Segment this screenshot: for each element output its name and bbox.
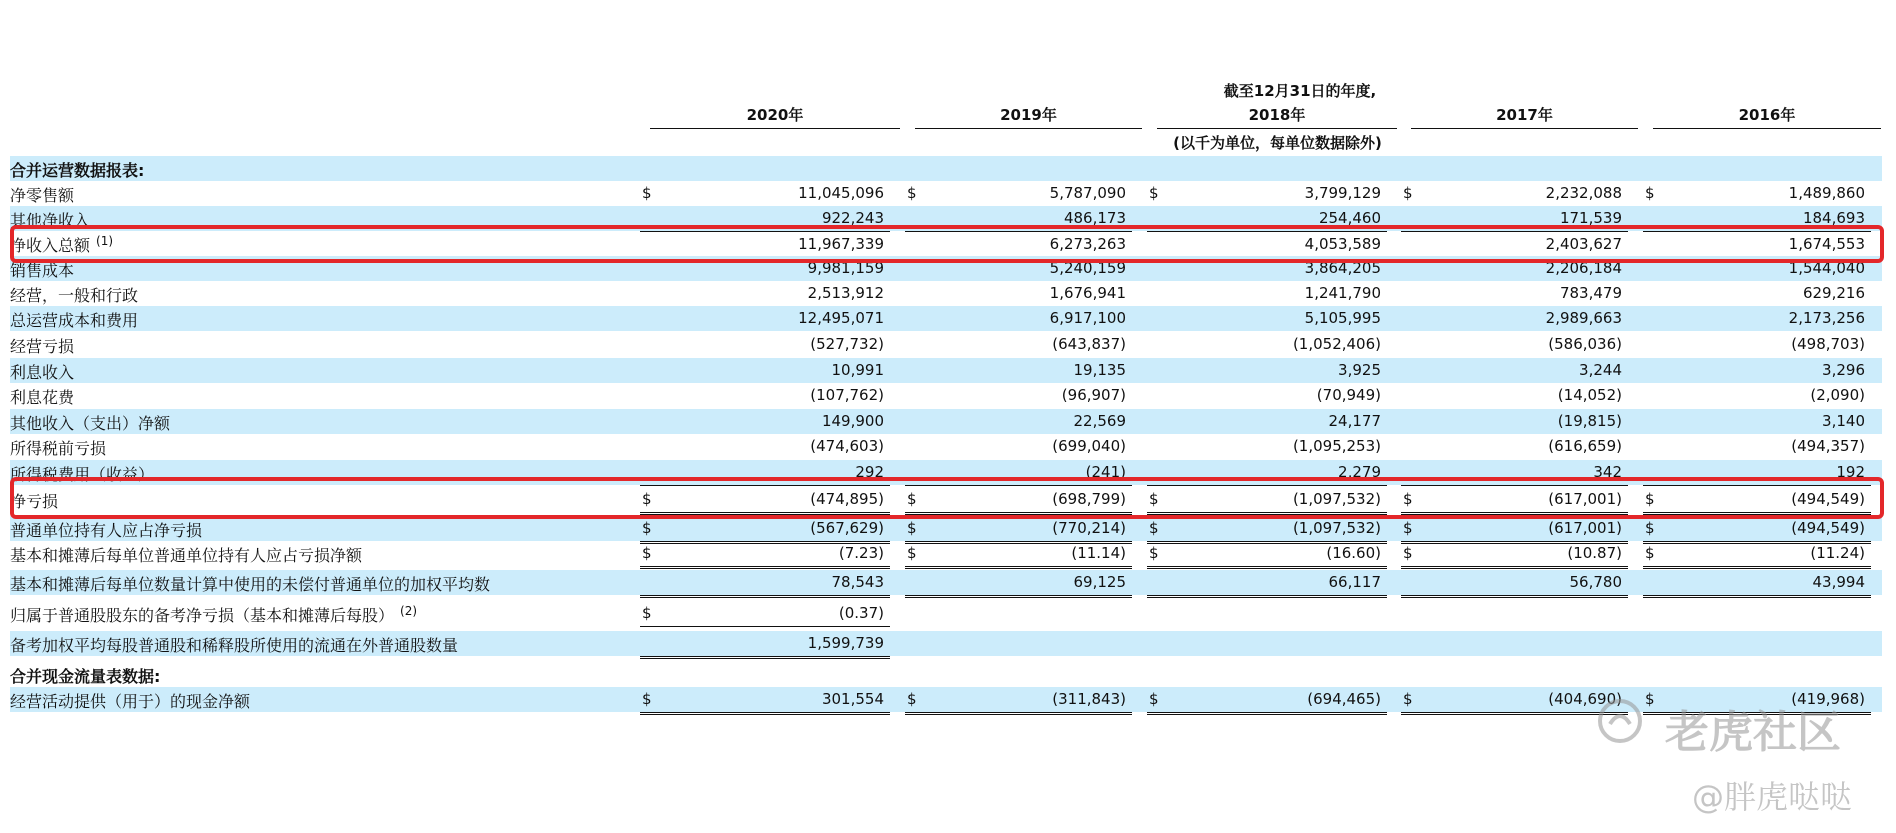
currency-symbol: $ [1149,544,1159,562]
table-row [10,631,1882,656]
value-cell [1643,181,1871,206]
value-cell [1401,687,1628,715]
value-cell [1147,383,1387,408]
value-cell [1401,383,1628,408]
row-label: 其他净收入 [10,211,91,230]
row-label: 合并现金流量表数据: [10,667,161,686]
unit-note: (以千为单位，每单位数据除外) [1173,134,1382,152]
currency-symbol: $ [642,519,652,537]
value-number: 2,403,627 [1545,235,1622,253]
value-number: 2,206,184 [1545,259,1622,277]
footnote-marker: (1) [96,233,114,248]
value-number: 1,599,739 [807,634,884,652]
row-label: 利息花费 [10,388,75,407]
table-row [10,662,1882,687]
table-row [10,332,1882,357]
value-cell [1643,281,1871,307]
value-number: (474,603) [810,437,884,455]
value-cell [1401,358,1628,383]
value-cell [1147,434,1387,459]
value-number: 149,900 [821,412,884,430]
value-number: 6,273,263 [1049,235,1126,253]
value-cell [1147,181,1387,206]
table-row [10,281,1882,306]
value-cell [1401,306,1628,331]
value-cell [1147,541,1387,569]
value-number: 10,991 [831,361,884,379]
value-cell [1401,332,1628,357]
year-header-2017: 2017年 [1411,104,1638,129]
value-number: 342 [1593,463,1622,481]
value-number: (694,465) [1307,690,1381,708]
row-label: 其他收入（支出）净额 [10,414,171,433]
value-cell [640,570,890,598]
currency-symbol: $ [907,690,917,708]
currency-symbol: $ [1403,490,1413,508]
value-cell [640,516,890,544]
value-cell [1643,570,1871,598]
value-number: (16.60) [1326,544,1381,562]
value-cell [1147,358,1387,383]
value-number: 1,676,941 [1049,284,1126,302]
value-cell [1643,409,1871,434]
currency-symbol: $ [642,544,652,562]
value-cell [1147,570,1387,598]
value-number: (404,690) [1548,690,1622,708]
value-number: 78,543 [831,573,884,591]
value-number: (498,703) [1791,335,1865,353]
value-number: 2,232,088 [1545,184,1622,202]
value-number: (494,549) [1791,519,1865,537]
row-label: 所得税前亏损 [10,439,107,458]
currency-symbol: $ [1645,690,1655,708]
value-cell [640,409,890,434]
value-cell [1643,332,1871,357]
value-cell [1147,332,1387,357]
table-row [10,306,1882,331]
value-number: 3,244 [1579,361,1622,379]
currency-symbol: $ [1403,690,1413,708]
row-label: 净亏损 [10,492,59,511]
table-row [10,383,1882,408]
value-number: 43,994 [1812,573,1865,591]
value-cell [905,687,1132,715]
currency-symbol: $ [1645,490,1655,508]
row-label: 经营活动提供（用于）的现金净额 [10,692,251,711]
value-cell [640,358,890,383]
currency-symbol: $ [642,604,652,622]
row-label: 所得税费用（收益） [10,465,155,484]
currency-symbol: $ [1403,184,1413,202]
value-number: (96,907) [1061,386,1126,404]
value-number: (698,799) [1052,490,1126,508]
value-number: 629,216 [1802,284,1865,302]
value-number: (7.23) [838,544,884,562]
value-number: 292 [855,463,884,481]
value-number: (1,052,406) [1292,335,1381,353]
value-cell [1643,516,1871,544]
value-number: (419,968) [1791,690,1865,708]
value-number: 1,544,040 [1788,259,1865,277]
value-cell [905,358,1132,383]
value-number: 22,569 [1073,412,1126,430]
value-number: (617,001) [1548,519,1622,537]
row-label: 经营亏损 [10,337,75,356]
value-number: 2,279 [1338,463,1381,481]
value-number: 24,177 [1328,412,1381,430]
currency-symbol: $ [1149,519,1159,537]
table-row [10,601,1882,626]
watermark-site: 老虎社区 [1665,707,1841,758]
value-cell [640,306,890,331]
currency-symbol: $ [1149,690,1159,708]
value-number: 11,045,096 [798,184,884,202]
value-number: 5,787,090 [1049,184,1126,202]
currency-symbol: $ [1645,184,1655,202]
value-cell [640,181,890,206]
value-number: 1,241,790 [1304,284,1381,302]
row-label: 普通单位持有人应占净亏损 [10,521,203,540]
value-cell [1643,541,1871,569]
value-number: 9,981,159 [807,259,884,277]
table-row [10,409,1882,434]
value-number: (699,040) [1052,437,1126,455]
value-number: (11.14) [1071,544,1126,562]
table-row [10,570,1882,595]
value-cell [1643,434,1871,459]
value-number: 3,925 [1338,361,1381,379]
value-cell [640,383,890,408]
value-number: 922,243 [821,209,884,227]
footnote-marker: (2) [400,603,418,618]
value-number: (1,097,532) [1292,519,1381,537]
value-number: 783,479 [1559,284,1622,302]
value-cell [640,332,890,357]
row-label: 基本和摊薄后每单位数量计算中使用的未偿付普通单位的加权平均数 [10,575,491,594]
currency-symbol: $ [907,544,917,562]
value-cell [1643,358,1871,383]
row-label: 合并运营数据报表: [10,161,145,180]
row-label: 利息收入 [10,363,75,382]
row-label: 总运营成本和费用 [10,311,139,330]
value-cell [905,434,1132,459]
value-cell [1401,409,1628,434]
value-number: 3,140 [1822,412,1865,430]
value-number: (10.87) [1567,544,1622,562]
value-number: 66,117 [1328,573,1381,591]
value-number: (2,090) [1810,386,1865,404]
value-number: 5,240,159 [1049,259,1126,277]
currency-symbol: $ [907,184,917,202]
value-number: 486,173 [1063,209,1126,227]
table-row [10,434,1882,459]
value-cell [640,541,890,569]
value-cell [1147,516,1387,544]
value-number: (107,762) [810,386,884,404]
table-row [10,358,1882,383]
value-number: (0.37) [838,604,884,622]
value-cell [1147,281,1387,307]
currency-symbol: $ [642,184,652,202]
value-number: 184,693 [1802,209,1865,227]
value-cell [905,306,1132,331]
table-row [10,541,1882,566]
value-number: 171,539 [1559,209,1622,227]
year-header-2016: 2016年 [1653,104,1881,129]
value-number: 254,460 [1318,209,1381,227]
value-cell [905,541,1132,569]
value-number: 56,780 [1569,573,1622,591]
value-number: 19,135 [1073,361,1126,379]
value-cell [1401,570,1628,598]
value-number: (11.24) [1810,544,1865,562]
value-cell [1401,434,1628,459]
row-label: 销售成本 [10,261,75,280]
value-number: 301,554 [821,690,884,708]
currency-symbol: $ [1149,490,1159,508]
table-row [10,156,1882,181]
value-cell [905,181,1132,206]
value-number: (643,837) [1052,335,1126,353]
value-number: 1,674,553 [1788,235,1865,253]
value-cell [905,281,1132,307]
value-number: (241) [1085,463,1126,481]
value-number: (586,036) [1548,335,1622,353]
value-number: (494,549) [1791,490,1865,508]
value-cell [1401,281,1628,307]
value-number: (527,732) [810,335,884,353]
value-number: 4,053,589 [1304,235,1381,253]
value-number: 3,864,205 [1304,259,1381,277]
year-header-2018: 2018年 [1157,104,1397,129]
watermark-user: @胖虎哒哒 [1692,778,1853,816]
highlight-box-total-revenue [10,225,1884,263]
value-number: 2,513,912 [807,284,884,302]
value-cell [1147,409,1387,434]
value-number: 1,489,860 [1788,184,1865,202]
currency-symbol: $ [1645,544,1655,562]
value-number: 69,125 [1073,573,1126,591]
value-cell [1401,541,1628,569]
value-cell [1401,181,1628,206]
table-row [10,181,1882,206]
currency-symbol: $ [642,690,652,708]
value-number: (617,001) [1548,490,1622,508]
currency-symbol: $ [642,490,652,508]
row-label: 经营，一般和行政 [10,286,139,305]
value-number: 3,296 [1822,361,1865,379]
row-label: 备考加权平均每股普通股和稀释股所使用的流通在外普通股数量 [10,636,459,655]
value-number: 5,105,995 [1304,309,1381,327]
row-label: 净零售额 [10,186,75,205]
value-cell [905,383,1132,408]
value-number: 192 [1836,463,1865,481]
year-header-2020: 2020年 [650,104,900,129]
value-number: (494,357) [1791,437,1865,455]
tiger-logo-icon [1595,696,1645,746]
value-cell [1643,383,1871,408]
value-number: 12,495,071 [798,309,884,327]
row-label: 基本和摊薄后每单位普通单位持有人应占亏损净额 [10,546,363,565]
value-number: (770,214) [1052,519,1126,537]
value-number: (474,895) [810,490,884,508]
value-number: (311,843) [1052,690,1126,708]
row-label: 净收入总额 $^{(1)}$ [10,233,114,255]
value-cell [905,516,1132,544]
value-number: (19,815) [1557,412,1622,430]
currency-symbol: $ [1645,519,1655,537]
value-cell [640,434,890,459]
value-number: (70,949) [1316,386,1381,404]
table-period-title: 截至12月31日的年度, [1223,82,1377,100]
row-label: 归属于普通股股东的备考净亏损（基本和摊薄后每股） $^{(2)}$ [10,603,418,625]
currency-symbol: $ [907,490,917,508]
currency-symbol: $ [1149,184,1159,202]
value-cell [1643,306,1871,331]
value-number: 2,989,663 [1545,309,1622,327]
value-number: (14,052) [1557,386,1622,404]
year-header-2019: 2019年 [915,104,1142,129]
value-cell [905,570,1132,598]
value-cell [640,631,890,659]
value-cell [640,687,890,715]
value-cell [905,332,1132,357]
value-number: 3,799,129 [1304,184,1381,202]
value-cell [1401,516,1628,544]
value-cell [640,281,890,307]
value-number: (1,097,532) [1292,490,1381,508]
value-cell [640,601,890,627]
value-number: 6,917,100 [1049,309,1126,327]
currency-symbol: $ [1403,544,1413,562]
value-cell [905,409,1132,434]
value-cell [1147,306,1387,331]
value-number: 2,173,256 [1788,309,1865,327]
value-number: (1,095,253) [1292,437,1381,455]
currency-symbol: $ [907,519,917,537]
value-cell [1147,687,1387,715]
table-row [10,516,1882,541]
value-number: (616,659) [1548,437,1622,455]
value-number: 11,967,339 [798,235,884,253]
highlight-box-net-loss [10,477,1884,519]
currency-symbol: $ [1403,519,1413,537]
value-number: (567,629) [810,519,884,537]
